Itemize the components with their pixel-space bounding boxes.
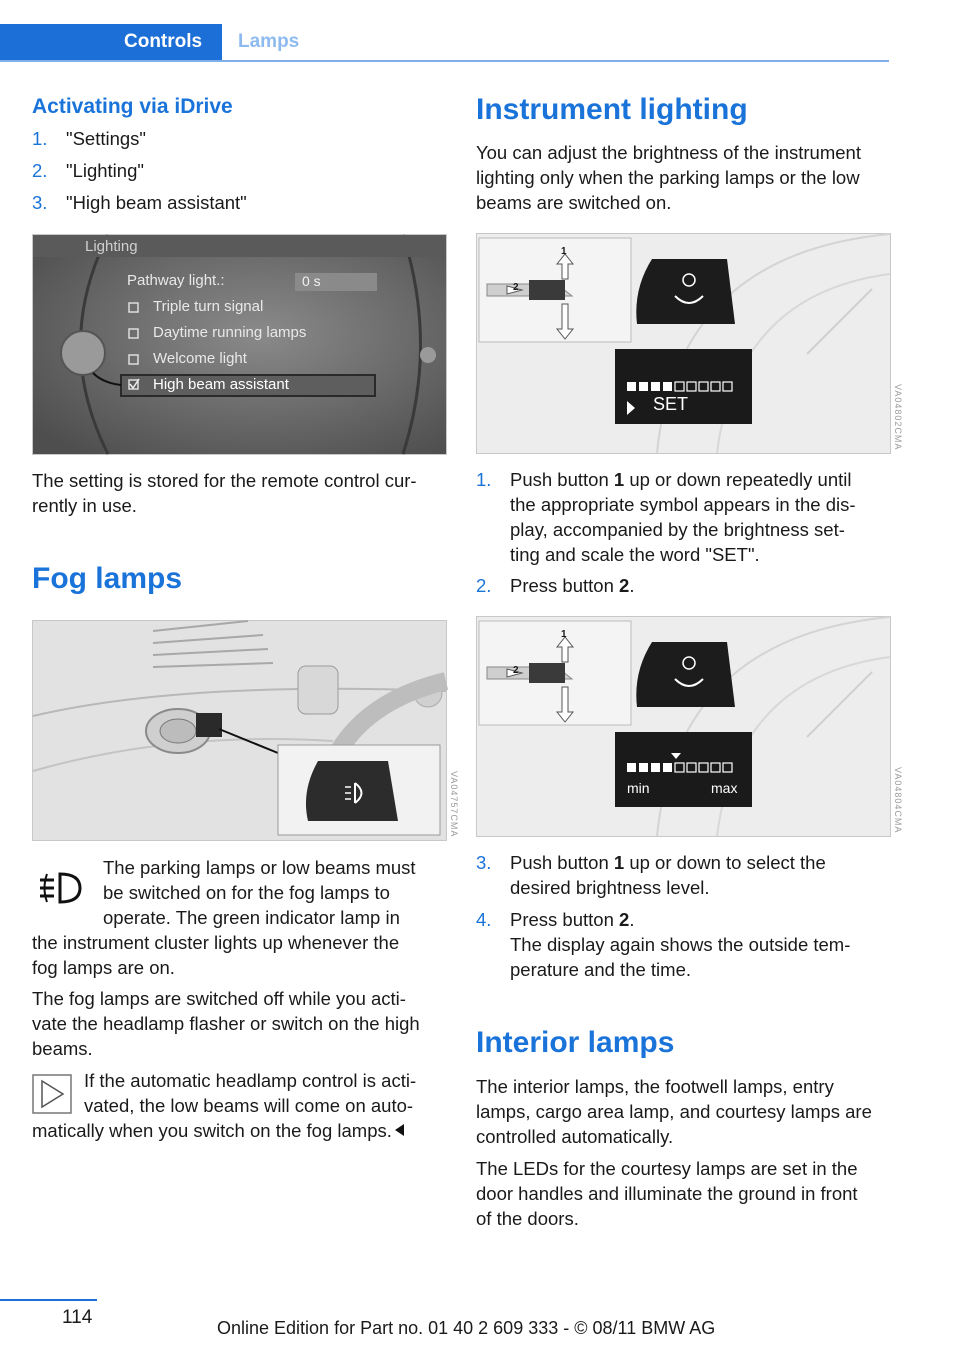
- fog-text-line: fog lamps are on.: [32, 957, 175, 978]
- step-text: "Lighting": [66, 160, 144, 181]
- fog-text-line: operate. The green indicator lamp in: [103, 907, 400, 928]
- instrument-lighting-heading: Instrument lighting: [476, 93, 748, 126]
- button-label-1: 1: [561, 246, 567, 257]
- button-label-2: 2: [513, 665, 519, 676]
- step-text: [510, 907, 634, 932]
- header-rule: [0, 60, 889, 62]
- pathway-light-label: Pathway light.:: [127, 272, 225, 289]
- idrive-heading: Activating via iDrive: [32, 95, 233, 118]
- fog-text-line: be switched on for the fog lamps to: [103, 882, 390, 903]
- step-number: 3.: [32, 192, 48, 213]
- display-max-text: max: [711, 780, 738, 796]
- fog-lamp-icon: [34, 870, 86, 906]
- step-number: 1.: [32, 128, 48, 149]
- idrive-menu-item-selected: High beam assistant: [153, 376, 289, 393]
- step-number: 2.: [32, 160, 48, 181]
- figure-code: VA04757CMA: [449, 771, 459, 838]
- step-number: 1.: [476, 469, 492, 490]
- instrument-intro-line: beams are switched on.: [476, 192, 672, 213]
- idrive-menu-item: Welcome light: [153, 350, 247, 367]
- step-number: 4.: [476, 909, 492, 930]
- step-text: the appropriate symbol appears in the dis-: [510, 494, 856, 515]
- instrument-intro-line: You can adjust the brightness of the instrument: [476, 142, 861, 163]
- interior-text-line: The LEDs for the courtesy lamps are set in the: [476, 1158, 858, 1179]
- footer-rule: [0, 1299, 97, 1301]
- step-text-part: Push button: [510, 469, 614, 490]
- interior-lamps-heading: Interior lamps: [476, 1026, 675, 1059]
- idrive-note-line: The setting is stored for the remote control cur-: [32, 470, 417, 491]
- step-button-ref: 2: [619, 909, 630, 930]
- note-icon: [32, 1074, 72, 1114]
- step-text: [510, 467, 851, 492]
- interior-text-line: lamps, cargo area lamp, and courtesy lamps are: [476, 1101, 872, 1122]
- step-text: [510, 573, 634, 598]
- step-button-ref: 2: [619, 575, 630, 596]
- fog-text-line: beams.: [32, 1038, 93, 1059]
- button-label-2: 2: [513, 282, 519, 293]
- step-text: ting and scale the word "SET".: [510, 544, 760, 565]
- step-text: desired brightness level.: [510, 877, 710, 898]
- interior-text-line: of the doors.: [476, 1208, 579, 1229]
- step-number: 2.: [476, 575, 492, 596]
- pathway-light-value: 0 s: [302, 273, 321, 289]
- fog-text-line: The fog lamps are switched off while you acti-: [32, 988, 406, 1009]
- fog-lamp-button-figure: [32, 620, 459, 841]
- display-min-text: min: [627, 780, 650, 796]
- fog-text-line: vate the headlamp flasher or switch on the high: [32, 1013, 420, 1034]
- instrument-intro-line: lighting only when the parking lamps or the low: [476, 167, 860, 188]
- step-button-ref: 1: [613, 852, 625, 873]
- header-chapter-tab[interactable]: Lamps: [238, 31, 300, 52]
- fog-note-line: If the automatic headlamp control is acti-: [84, 1070, 417, 1091]
- idrive-screen-title: Lighting: [85, 238, 138, 255]
- step-text: "High beam assistant": [66, 192, 247, 213]
- step-number: 3.: [476, 852, 492, 873]
- step-text-part: Press button: [510, 909, 620, 930]
- instrument-set-display-figure: [476, 233, 903, 454]
- figure-code: VA04804CMA: [893, 767, 903, 834]
- step-text: "Settings": [66, 128, 146, 149]
- step-text: The display again shows the outside tem-: [510, 934, 851, 955]
- fog-text-line: the instrument cluster lights up whenever the: [32, 932, 400, 953]
- fog-note-line: matically when you switch on the fog lamps.: [32, 1120, 392, 1141]
- step-text-part: Push button: [510, 852, 614, 873]
- step-text: [510, 850, 826, 875]
- figure-code: VA04802CMA: [893, 384, 903, 451]
- idrive-menu-item: Triple turn signal: [153, 298, 264, 315]
- idrive-lighting-screen-figure: [32, 234, 447, 455]
- interior-text-line: controlled automatically.: [476, 1126, 674, 1147]
- step-text: perature and the time.: [510, 959, 691, 980]
- step-text-part: .: [629, 909, 635, 930]
- footer-edition: Online Edition for Part no. 01 40 2 609 333 - © 08/11 BMW AG: [217, 1318, 716, 1338]
- fog-lamps-heading: Fog lamps: [32, 562, 183, 595]
- fog-note-line: vated, the low beams will come on auto-: [84, 1095, 414, 1116]
- step-text: play, accompanied by the brightness set-: [510, 519, 845, 540]
- header-section-tab[interactable]: Controls: [124, 31, 203, 52]
- interior-text-line: door handles and illuminate the ground in front: [476, 1183, 858, 1204]
- instrument-brightness-figure: [476, 616, 903, 837]
- end-marker-icon: [395, 1124, 404, 1136]
- step-button-ref: 1: [613, 469, 625, 490]
- fog-note-line-end: [32, 1118, 404, 1143]
- button-label-1: 1: [561, 629, 567, 640]
- fog-text-line: The parking lamps or low beams must: [103, 857, 416, 878]
- step-text-part: up or down repeatedly until: [624, 469, 852, 490]
- step-text-part: up or down to select the: [624, 852, 826, 873]
- interior-text-line: The interior lamps, the footwell lamps, entry: [476, 1076, 834, 1097]
- idrive-note-line: rently in use.: [32, 495, 137, 516]
- step-text-part: Press button: [510, 575, 620, 596]
- display-set-text: SET: [653, 394, 689, 414]
- page-number: 114: [62, 1307, 93, 1328]
- idrive-menu-item: Daytime running lamps: [153, 324, 307, 341]
- step-text-part: .: [629, 575, 635, 596]
